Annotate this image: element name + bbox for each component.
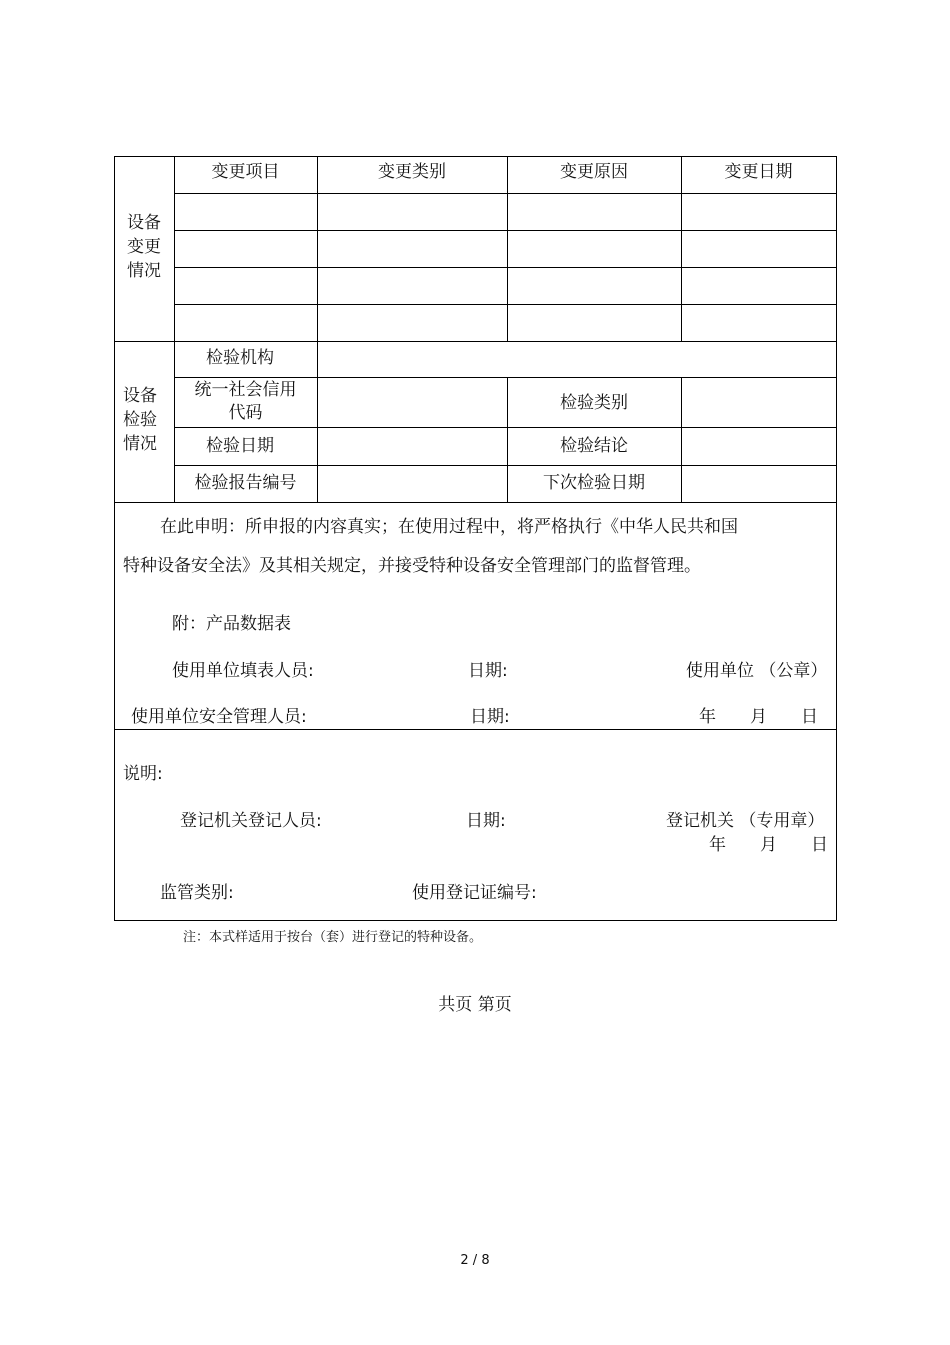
header-change-item: 变更项目 [211, 162, 280, 182]
col-line [317, 156, 318, 341]
table-border-top [114, 156, 837, 157]
row-line [174, 465, 836, 466]
page-number: 2 / 8 [460, 1253, 490, 1268]
registry-note-label: 说明: [123, 764, 163, 784]
section-divider [114, 502, 837, 503]
page-counter: 共页 第页 [438, 995, 512, 1015]
registry-seal-label: 登记机关 （专用章） [666, 811, 825, 831]
declaration-line-1: 在此申明：所申报的内容真实；在使用过程中，将严格执行《中华人民共和国 [160, 517, 738, 537]
row-line [174, 427, 836, 428]
report-number-label: 检验报告编号 [194, 473, 297, 493]
safety-manager-date-label: 日期: [470, 707, 510, 727]
section-divider [114, 729, 837, 730]
inspection-conclusion-label: 检验结论 [560, 436, 628, 456]
registry-month: 月 [760, 835, 777, 855]
row-line [174, 193, 836, 194]
col-line [681, 377, 682, 502]
registry-year: 年 [709, 835, 726, 855]
declaration-year: 年 [699, 707, 716, 727]
col-line [317, 341, 318, 502]
supervision-type-label: 监管类别: [160, 883, 234, 903]
row-line [174, 230, 836, 231]
col-line [507, 156, 508, 341]
row-line [174, 377, 836, 378]
declaration-line-2: 特种设备安全法》及其相关规定，并接受特种设备安全管理部门的监督管理。 [123, 556, 701, 576]
header-change-date: 变更日期 [724, 162, 793, 182]
table-border-bottom [114, 920, 837, 921]
registrar-date-label: 日期: [466, 811, 506, 831]
row-line [174, 267, 836, 268]
attachment-note: 附：产品数据表 [172, 614, 291, 634]
section-divider [114, 341, 837, 342]
declaration-day: 日 [801, 707, 818, 727]
header-change-type: 变更类别 [378, 162, 446, 182]
unit-seal-label: 使用单位 （公章） [686, 661, 828, 681]
declaration-month: 月 [750, 707, 767, 727]
registrar-label: 登记机关登记人员: [180, 811, 322, 831]
credit-code-label: 统一社会信用 代码 [194, 380, 297, 423]
col-line [681, 156, 682, 341]
filler-label: 使用单位填表人员: [172, 661, 314, 681]
table-border-right [836, 156, 837, 921]
inspection-date-label: 检验日期 [206, 436, 274, 456]
footnote: 注：本式样适用于按台（套）进行登记的特种设备。 [183, 930, 483, 945]
inspection-section-label: 设备 检验 情况 [123, 386, 157, 454]
safety-manager-label: 使用单位安全管理人员: [131, 707, 307, 727]
certificate-number-label: 使用登记证编号: [412, 883, 537, 903]
next-inspection-date-label: 下次检验日期 [543, 473, 645, 493]
inspection-type-label: 检验类别 [560, 393, 628, 413]
filler-date-label: 日期: [468, 661, 508, 681]
inspection-agency-label: 检验机构 [206, 348, 274, 368]
change-section-label: 设备 变更 情况 [127, 213, 161, 281]
row-line [174, 304, 836, 305]
registry-day: 日 [811, 835, 828, 855]
header-change-reason: 变更原因 [560, 162, 628, 182]
